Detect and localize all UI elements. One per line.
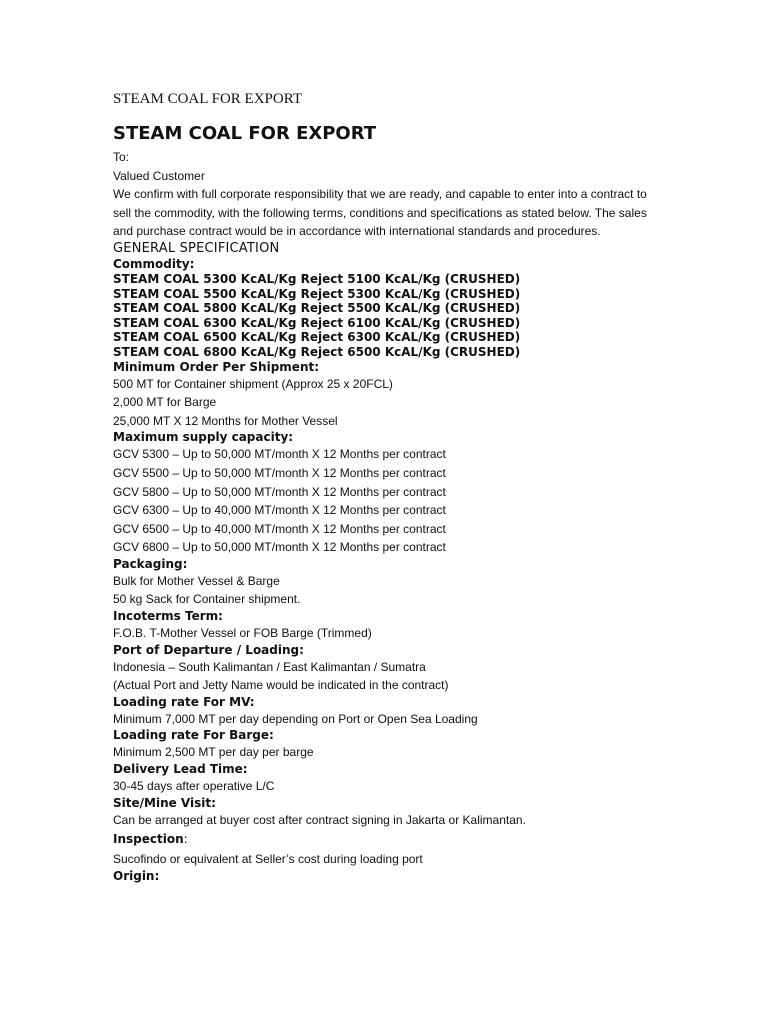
- greeting-recipient: Valued Customer: [113, 168, 205, 183]
- packaging-line: 50 kg Sack for Container shipment.: [113, 592, 301, 607]
- commodity-item: STEAM COAL 5800 KcAL/Kg Reject 5500 KcAL/Kg (CRUSHED): [113, 301, 521, 316]
- port-heading: Port of Departure / Loading:: [113, 642, 304, 657]
- incoterms-heading: Incoterms Term:: [113, 609, 223, 624]
- site-visit-heading: Site/Mine Visit:: [113, 795, 216, 810]
- min-order-line: 25,000 MT X 12 Months for Mother Vessel: [113, 413, 338, 428]
- general-spec-heading: GENERAL SPECIFICATION: [113, 240, 280, 256]
- max-supply-line: GCV 6500 – Up to 40,000 MT/month X 12 Months per contract: [113, 521, 446, 536]
- max-supply-line: GCV 5500 – Up to 50,000 MT/month X 12 Months per contract: [113, 465, 446, 480]
- intro-paragraph: We confirm with full corporate responsibility that we are ready, and capable to enter into a contract to sell the commodity, with the following terms, conditions and specifications as stated below. The sales and purchase contract would be in accordance with international standards and procedures.: [113, 187, 647, 239]
- origin-heading: Origin:: [113, 868, 160, 883]
- header-title: STEAM COAL FOR EXPORT: [113, 91, 302, 107]
- commodity-item: STEAM COAL 6300 KcAL/Kg Reject 6100 KcAL/Kg (CRUSHED): [113, 315, 521, 330]
- commodity-item: STEAM COAL 6500 KcAL/Kg Reject 6300 KcAL/Kg (CRUSHED): [113, 330, 521, 345]
- delivery-heading: Delivery Lead Time:: [113, 762, 248, 777]
- delivery-line: 30-45 days after operative L/C: [113, 779, 275, 794]
- inspection-line: Sucofindo or equivalent at Seller’s cost during loading port: [113, 852, 423, 867]
- commodity-heading: Commodity:: [113, 256, 195, 271]
- max-supply-line: GCV 5300 – Up to 50,000 MT/month X 12 Months per contract: [113, 447, 446, 462]
- max-supply-line: GCV 5800 – Up to 50,000 MT/month X 12 Months per contract: [113, 484, 446, 499]
- commodity-item: STEAM COAL 5500 KcAL/Kg Reject 5300 KcAL/Kg (CRUSHED): [113, 286, 521, 301]
- loading-barge-heading: Loading rate For Barge:: [113, 728, 274, 743]
- packaging-heading: Packaging:: [113, 556, 188, 571]
- document-title: STEAM COAL FOR EXPORT: [113, 123, 377, 144]
- greeting-to: To:: [113, 150, 130, 164]
- inspection-heading: [113, 832, 658, 847]
- loading-mv-line: Minimum 7,000 MT per day depending on Port or Open Sea Loading: [113, 711, 478, 726]
- document-body: [113, 148, 658, 884]
- port-line: (Actual Port and Jetty Name would be indicated in the contract): [113, 678, 449, 693]
- packaging-line: Bulk for Mother Vessel & Barge: [113, 573, 280, 588]
- site-visit-line: Can be arranged at buyer cost after contract signing in Jakarta or Kalimantan.: [113, 812, 526, 827]
- inspection-heading-colon: :: [183, 832, 188, 847]
- min-order-line: 500 MT for Container shipment (Approx 25 x 20FCL): [113, 376, 393, 391]
- max-supply-line: GCV 6800 – Up to 50,000 MT/month X 12 Months per contract: [113, 540, 446, 555]
- port-line: Indonesia – South Kalimantan / East Kalimantan / Sumatra: [113, 659, 426, 674]
- inspection-heading-text: Inspection: [113, 832, 184, 847]
- min-order-line: 2,000 MT for Barge: [113, 395, 217, 410]
- commodity-item: STEAM COAL 6800 KcAL/Kg Reject 6500 KcAL/Kg (CRUSHED): [113, 344, 521, 359]
- max-supply-line: GCV 6300 – Up to 40,000 MT/month X 12 Months per contract: [113, 503, 446, 518]
- max-supply-heading: Maximum supply capacity:: [113, 430, 294, 445]
- loading-barge-line: Minimum 2,500 MT per day per barge: [113, 745, 314, 760]
- min-order-heading: Minimum Order Per Shipment:: [113, 359, 320, 374]
- commodity-item: STEAM COAL 5300 KcAL/Kg Reject 5100 KcAL/Kg (CRUSHED): [113, 271, 521, 286]
- loading-mv-heading: Loading rate For MV:: [113, 694, 255, 709]
- incoterms-line: F.O.B. T-Mother Vessel or FOB Barge (Trimmed): [113, 626, 372, 641]
